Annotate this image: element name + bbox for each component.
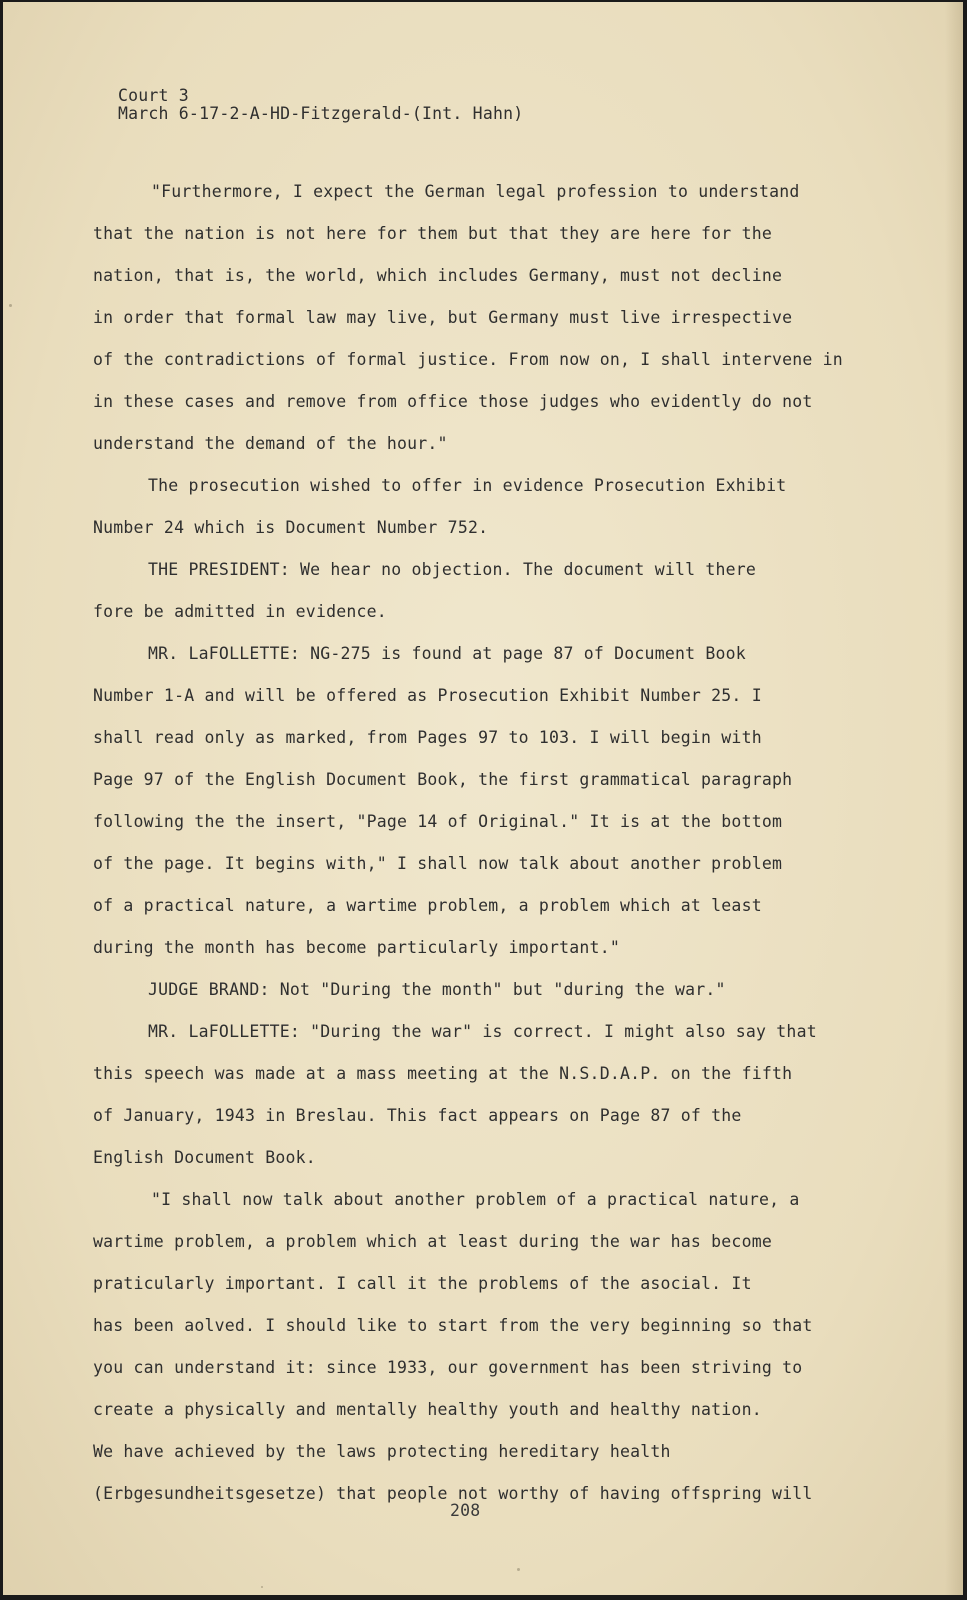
text-line: English Document Book. [93,1148,316,1167]
text-line: you can understand it: since 1933, our government has been striving to [93,1358,803,1377]
text-line: Number 1-A and will be offered as Prosecution Exhibit Number 25. I [93,686,762,705]
text-line: this speech was made at a mass meeting at the N.S.D.A.P. on the fifth [93,1064,793,1083]
paper-speck [517,1568,520,1571]
text-line: understand the demand of the hour." [93,434,448,453]
text-line: shall read only as marked, from Pages 97 to 103. I will begin with [93,728,762,747]
text-line: JUDGE BRAND: Not "During the month" but "during the war." [148,980,726,999]
text-line: wartime problem, a problem which at least during the war has become [93,1232,772,1251]
paper-speck [261,1586,263,1588]
text-line: Number 24 which is Document Number 752. [93,518,489,537]
court-label: Court 3 [118,86,189,105]
text-line: in order that formal law may live, but Germany must live irrespective [93,308,793,327]
text-line: The prosecution wished to offer in evidence Prosecution Exhibit [148,476,787,495]
page-number: 208 [450,1501,481,1520]
text-line: THE PRESIDENT: We hear no objection. The document will there [148,560,757,579]
text-line: "Furthermore, I expect the German legal profession to understand [151,182,800,201]
paper-speck [9,304,12,307]
text-line: in these cases and remove from office those judges who evidently do not [93,392,813,411]
document-page [3,2,963,1595]
text-line: (Erbgesundheitsgesetze) that people not worthy of having offspring will [93,1484,813,1503]
text-line: of January, 1943 in Breslau. This fact appears on Page 87 of the [93,1106,742,1125]
text-line: of the contradictions of formal justice. From now on, I shall intervene in [93,350,843,369]
text-line: that the nation is not here for them but that they are here for the [93,224,772,243]
text-line: during the month has become particularly important." [93,938,620,957]
text-line: of the page. It begins with," I shall now talk about another problem [93,854,783,873]
text-line: MR. LaFOLLETTE: NG-275 is found at page 87 of Document Book [148,644,746,663]
session-line: March 6-17-2-A-HD-Fitzgerald-(Int. Hahn) [118,104,524,123]
text-line: following the the insert, "Page 14 of Original." It is at the bottom [93,812,783,831]
text-line: We have achieved by the laws protecting hereditary health [93,1442,671,1461]
text-line: nation, that is, the world, which includes Germany, must not decline [93,266,783,285]
text-line: "I shall now talk about another problem of a practical nature, a [151,1190,800,1209]
text-line: has been aolved. I should like to start from the very beginning so that [93,1316,813,1335]
text-line: Page 97 of the English Document Book, the first grammatical paragraph [93,770,793,789]
text-line: praticularly important. I call it the problems of the asocial. It [93,1274,752,1293]
text-line: of a practical nature, a wartime problem, a problem which at least [93,896,762,915]
text-line: MR. LaFOLLETTE: "During the war" is correct. I might also say that [148,1022,817,1041]
text-line: fore be admitted in evidence. [93,602,387,621]
text-line: create a physically and mentally healthy youth and healthy nation. [93,1400,762,1419]
